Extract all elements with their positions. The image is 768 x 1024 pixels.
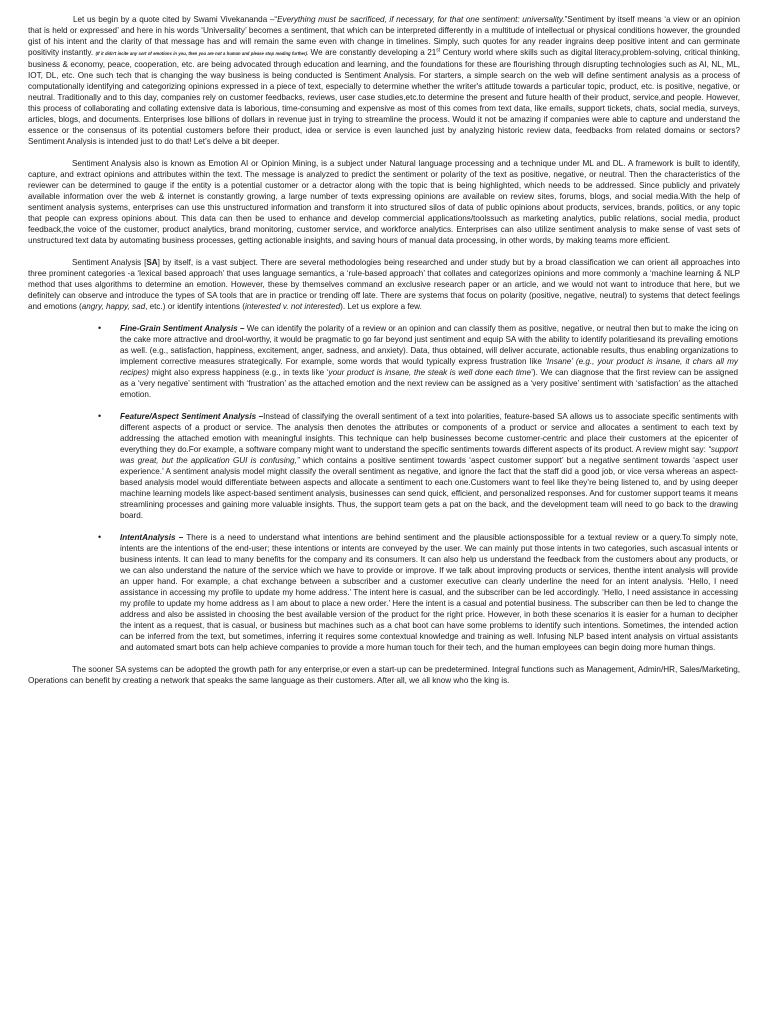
approaches-text-1: Sentiment Analysis [	[72, 258, 147, 267]
list-item-text: ’). We can diagnose that the first review can be assigned as a ‘very negative’ sentiment with ‘frustration’ as the attached emotion and the next review can be assigned as a ‘very positive’ sentiment with ‘satisfaction’ as the attached emotion.	[120, 368, 739, 399]
list-item-intent	[28, 532, 740, 653]
definition-paragraph: Sentiment Analysis also is known as Emotion AI or Opinion Mining, is a subject under Natural language processing and a technique under ML and DL. A framework is built to identify, capture, and extract opinions and attributes within the text. The message is analyzed to predict the sentiment or polarity of the text as positive, negative, or neutral. Then the characteristics of the reviewer can be determined to gauge if the entity is a potential customer or a detractor along with the topic that is being highlighted, which needs to be addressed. Since publicly and privately available information over the web & internet is constantly growing, a large number of texts expressing opinions are available on review sites, forums, blogs, and social media.With the help of sentiment analysis systems, enterprises can use this unstructured information and transform it into structured silos of data of public opinions about products, services, brands, politics, or any topic that people can express opinions about. This data can then be used to enhance and develop commercial applications/toolssuch as marketing analytics, public relations, social media, product feedback,the voice of the customer, product analytics, brand monitoring, customer service, and workforce analytics. Enterprises can also utilize sentiment analysis to make sense of vast sets of unstructured text data by automating business processes, getting actionable insights, and saving hours of manual data processing, in other words, by making teams more efficient.	[28, 159, 740, 245]
list-item-title: Feature/Aspect Sentiment Analysis –	[120, 412, 264, 421]
list-item-text: There is a need to understand what intentions are behind sentiment and the plausible actionspossible for a textual review or a query.To simply note, intents are the intentions of the end-user; these intentions or intents are conveyed by the user. We can mainly put those intents in two categories, such ascasual intents or business intents. It can lead to many benefits for the company and its consumers. It can also help us understand the feedback from the customers about any products, or we can also understand the nature of the service which we have to provide or improve. If we talk about improving products or services, thenthe intent analysis will provide an upper hand. For example, a chat exchange between a subscriber and a customer executive can clearly underline the need for an intent analysis. ‘Hello, I need assistance in accessing my profile to update my home address.’ The intent here is casual, and the subscriber can be led accordingly. ‘Hello, I need assistance in accessing my profile to update my home address as I am about to place a new order.’ Here the intent is a casual and potential business. The subscriber can then be led to change the address and also be assisted in choosing the best available version of the product for the right price. However, in both these scenarios it is easier for a human to decipher the intent as a request, that is casual, or business but machines such as a chat boot can have some problems to identify such intentions. Sometimes, the intended action can be inferred from the text, but sometimes, inferring it requires some contextual knowledge and training as well. Infusing NLP based intent analysis on virtual assistants and automated smart bots can help achieve companies to provide a more human touch for their tech, and the human employees can begin doing more human things.	[120, 533, 739, 652]
intro-aside-note: (If it didn't incite any sort of emotions in you, then you are not a human and please stop reading further).	[95, 51, 309, 56]
list-item-italic: ‘Insane’ (e.g., your product is insane, it chars all my recipes)	[120, 357, 738, 377]
emotion-examples: angry, happy, sad	[81, 302, 146, 311]
list-item-feature-aspect	[28, 411, 740, 521]
list-item-fine-grain	[28, 323, 740, 400]
vivekananda-quote: Everything must be sacrificed, if necessary, for that one sentiment: universality.	[277, 15, 565, 24]
bullet-icon: •	[98, 411, 102, 421]
list-item-italic: “support was great, but the application GUI is confusing,”	[120, 445, 738, 465]
list-item-italic: your product is insane, the steak is well done each time	[328, 368, 532, 377]
intro-text-1: Let us begin by a quote cited by Swami Vivekananda –“	[73, 15, 278, 24]
list-item-title: IntentAnalysis –	[120, 533, 184, 542]
approaches-text-2: ] by itself, is a vast subject. There are several methodologies being researched and under study but by a broad classification we can orient all approaches into three prominent categories -a ‘lexical based approach’ that uses language semantics, a ‘rule-based approach’ that collates and categorizes opinions and more commonly a ‘machine learning & NLP method that uses algorithms to determine an emotion. However, these by themselves command an exclusive research paper or an article, and we would not want to introduce that here, but we definitely can observe and introduce the types of SA tools that are in practice or trending off late. There are systems that focus on polarity (positive, negative, neutral) to systems that detect feelings and emotions (	[28, 258, 740, 311]
century-superscript: st	[436, 47, 441, 54]
intro-paragraph	[28, 14, 740, 147]
approaches-text-3: , etc.) or identify intentions (	[145, 302, 245, 311]
approaches-text-4: ). Let us explore a few.	[340, 302, 422, 311]
sa-types-list	[28, 323, 740, 653]
intent-examples: interested v. not interested	[244, 302, 341, 311]
closing-paragraph: The sooner SA systems can be adopted the growth path for any enterprise,or even a start-up can be predetermined. Integral functions such as Management, Admin/HR, Sales/Marketing, Operations can benefit by creating a network that speaks the same language as their customers. After all, we all know who the king is.	[28, 665, 740, 685]
bullet-icon: •	[98, 323, 102, 333]
approaches-paragraph	[28, 257, 740, 312]
intro-text-4: Century world where skills such as digital literacy,problem-solving, critical thinking, business & economy, peace, cooperation, etc. are being advocated through education and learning, and the foundations for these are flourishing through disrupting technologies such as AI, NL, ML, IOT, DL, etc. One such tech that is changing the way business is being conducted is Sentiment Analysis. For starters, a simple search on the web will define sentiment analysis as a process of computationally identifying and categorizing opinions expressed in a piece of text, especially to determine whether the writer's attitude towards a particular topic, product, etc. is positive, negative, or neutral. Traditionally and to this day, companies rely on customer feedbacks, reviews, user case studies,etc.to determine the present and future health of their product, service,and people. However, this process of collaborating and collating extensive data is laborious, time-consuming and expensive as most of this comes from text data, like emails, support tickets, chats, social media, surveys, articles, blogs, and documents. Enterprises lose billions of dollars in revenue just in trying to streamline the process. Would it not be amazing if companies were able to capture and understand the essence or the consensus of its potential customers before their product, idea or service is even launched just by analyzing historic review data, feedbacks from related domains or sectors? Sentiment Analysis is intended just to do that! Let’s delve a bit deeper.	[28, 48, 740, 146]
list-item-text: might also express happiness (e.g., in texts like ‘	[148, 368, 329, 377]
list-item-text: which contains a positive sentiment towards ‘aspect customer support’ but a negative sentiment towards ‘aspect user experience.’ A sentiment analysis model might classify the overall sentiment as negative, and ignore the fact that the staff did a good job, or vice versa whereas an aspect-based analysis model would differentiate between aspects and allocate a sentiment to each one.Customers want to feel like they’re being listened to, and by using deeper machine learning models like aspect-based sentiment analysis, businesses can send quick, efficient, and personalized responses. And for customer support teams it means streamlining processes and gaining more valuable insights. Thus, the support team gets a pat on the back, and the development team will need to go back to the drawing board.	[120, 456, 738, 520]
bullet-icon: •	[98, 532, 102, 542]
intro-text-2: ”Sentiment by itself means ‘a view or an opinion that is held or expressed’ and here in his words ‘Universality’ becomes a sentiment, that which can be interpreted differently in a multitude of intellectual or physical conditions however, the grounded gist of his intent and the clarity of that message has and will remain the same even with change in timelines. Simply, such quotes for any reader ingrains deep positive intent and can germinate positivity instantly.	[28, 15, 740, 57]
list-item-text: We can identify the polarity of a review or an opinion and can classify them as positive, negative, or neutral then but to make the icing on the cake more attractive and drool-worthy, it would be pragmatic to go far beyond just sentiment and equip SA with the ability to identify polaritiesand its prevailing emotions as well. (e.g., satisfaction, happiness, excitement, anger, sadness, and anxiety). Data, thus obtained, will deliver accurate, actionable results, thus enabling organizations to implement corrective measures strategically. For example, some words that would typically express frustration like	[120, 324, 738, 366]
intro-text-3: We are constantly developing a 21	[308, 48, 437, 57]
list-item-title: Fine-Grain Sentiment Analysis –	[120, 324, 245, 333]
sa-abbreviation: SA	[146, 258, 158, 267]
list-item-text: Instead of classifying the overall sentiment of a text into polarities, feature-based SA allows us to associate specific sentiments with different aspects of a product or service. The analysis then denotes the attributes or components of a product or service and allocates a sentiment to each text by addressing the attached emotion with meaningful insights. This technique can help businesses become customer-centric and place their customers at the epicenter of everything they do.For example, a software company might want to understand the specific sentiments towards different aspects of its product. A review might say:	[120, 412, 738, 454]
